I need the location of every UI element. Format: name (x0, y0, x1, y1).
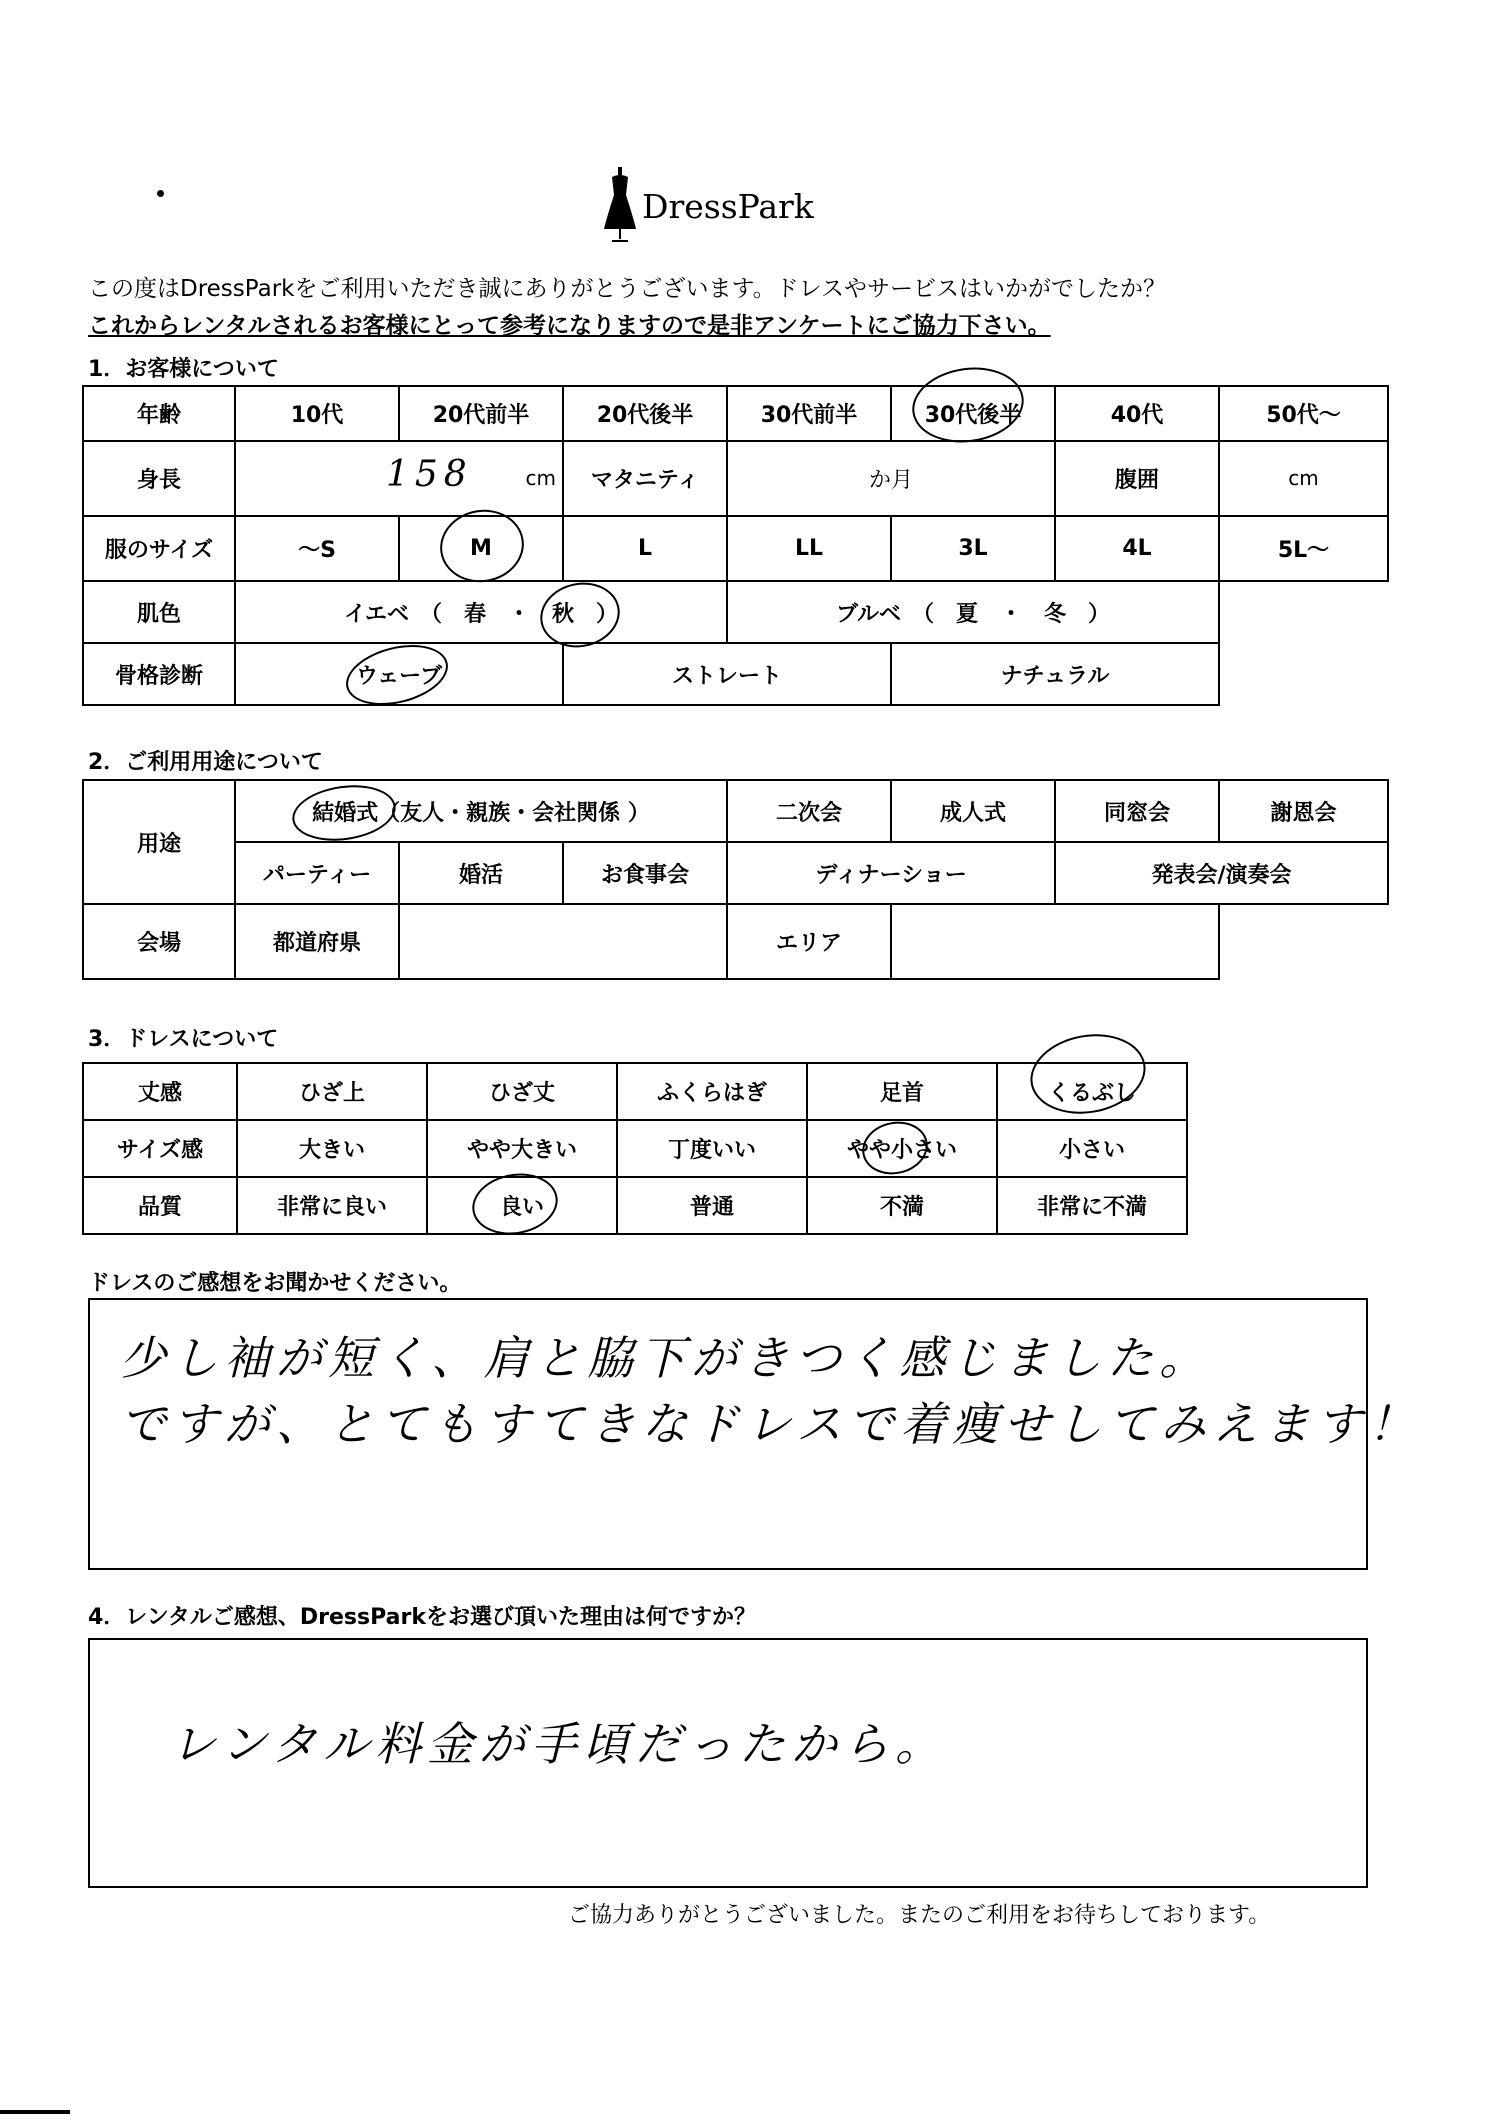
skin-row (83, 581, 1388, 643)
usage-option[interactable]: 成人式 (891, 780, 1055, 842)
age-option[interactable]: 20代後半 (563, 386, 727, 441)
length-option[interactable]: ふくらはぎ (617, 1063, 807, 1120)
size-option[interactable]: 〜S (235, 516, 399, 581)
fit-option[interactable]: 大きい (237, 1120, 427, 1177)
months-unit: か月 (868, 468, 913, 493)
section4-title: 4．レンタルご感想、DressParkをお選び頂いた理由は何ですか？ (88, 1605, 756, 1630)
skeleton-option-selected[interactable]: ウェーブ (235, 643, 563, 705)
empty-cell (1219, 904, 1388, 979)
brand-logo (600, 165, 840, 245)
reason-answer-box[interactable] (88, 1638, 1368, 1888)
purpose-label: 用途 (83, 780, 235, 904)
length-option[interactable]: ひざ上 (237, 1063, 427, 1120)
usage-option[interactable]: パーティー (235, 842, 399, 904)
empty-cell (1219, 581, 1388, 643)
fit-option[interactable]: やや大きい (427, 1120, 617, 1177)
age-option[interactable]: 30代前半 (727, 386, 891, 441)
quality-label: 品質 (83, 1177, 237, 1234)
size-label: 服のサイズ (83, 516, 235, 581)
height-label: 身長 (83, 441, 235, 516)
age-option[interactable]: 50代〜 (1219, 386, 1388, 441)
prefecture-field[interactable] (399, 904, 727, 979)
quality-option-selected[interactable]: 良い (427, 1177, 617, 1234)
closing-message: ご協力ありがとうございました。またのご利用をお待ちしております。 (568, 1903, 1271, 1928)
usage-table (82, 779, 1389, 980)
skin-yellow-option[interactable]: イエベ （ 春 ・ 秋 ） (235, 581, 727, 643)
age-row (83, 386, 1388, 441)
quality-option[interactable]: 非常に不満 (997, 1177, 1187, 1234)
skeleton-label: 骨格診断 (83, 643, 235, 705)
usage-option[interactable]: お食事会 (563, 842, 727, 904)
usage-option[interactable]: ディナーショー (727, 842, 1055, 904)
dress-comment-line-2: ですが、とてもすてきなドレスで着痩せしてみえます！ (120, 1397, 1420, 1451)
empty-cell (1219, 643, 1388, 705)
scan-artifact (0, 2110, 70, 2114)
brand-name: DressPark (642, 187, 814, 226)
length-option-selected[interactable]: くるぶし (997, 1063, 1187, 1120)
usage-option[interactable]: 二次会 (727, 780, 891, 842)
quality-option[interactable]: 非常に良い (237, 1177, 427, 1234)
size-option[interactable]: L (563, 516, 727, 581)
age-option[interactable]: 20代前半 (399, 386, 563, 441)
area-field[interactable] (891, 904, 1219, 979)
usage-row-1 (83, 780, 1388, 842)
length-row (83, 1063, 1187, 1120)
venue-label: 会場 (83, 904, 235, 979)
dress-rating-table (82, 1062, 1188, 1235)
fit-option[interactable]: 丁度いい (617, 1120, 807, 1177)
skeleton-option[interactable]: ナチュラル (891, 643, 1219, 705)
customer-info-table (82, 385, 1389, 706)
age-option[interactable]: 40代 (1055, 386, 1219, 441)
size-row (83, 516, 1388, 581)
section2-title: 2．ご利用用途について (88, 750, 323, 775)
height-value: 158 (386, 454, 473, 495)
height-unit: cm (525, 466, 556, 490)
fit-row (83, 1120, 1187, 1177)
age-option-selected[interactable]: 30代後半 (891, 386, 1055, 441)
fit-option[interactable]: 小さい (997, 1120, 1187, 1177)
section3-title: 3．ドレスについて (88, 1027, 279, 1052)
venue-row (83, 904, 1388, 979)
height-field[interactable] (235, 441, 563, 516)
area-label: エリア (727, 904, 891, 979)
waist-label: 腹囲 (1055, 441, 1219, 516)
dress-comment-line-1: 少し袖が短く、肩と脇下がきつく感じました。 (120, 1331, 1212, 1385)
usage-row-2 (83, 842, 1388, 904)
size-option[interactable]: 5L〜 (1219, 516, 1388, 581)
age-option[interactable]: 10代 (235, 386, 399, 441)
skin-blue-option[interactable]: ブルベ （ 夏 ・ 冬 ） (727, 581, 1219, 643)
skeleton-option[interactable]: ストレート (563, 643, 891, 705)
reason-answer-text: レンタル料金が手頃だったから。 (170, 1717, 948, 1771)
dress-comment-prompt: ドレスのご感想をお聞かせください。 (88, 1271, 462, 1296)
waist-unit: cm (1288, 466, 1319, 490)
length-option[interactable]: ひざ丈 (427, 1063, 617, 1120)
maternity-months-field[interactable] (727, 441, 1055, 516)
quality-option[interactable]: 普通 (617, 1177, 807, 1234)
usage-option[interactable]: 謝恩会 (1219, 780, 1388, 842)
skin-label: 肌色 (83, 581, 235, 643)
intro-text: この度はDressParkをご利用いただき誠にありがとうございます。ドレスやサービスはいかがでしたか？ (88, 276, 1166, 302)
usage-option[interactable]: 発表会/演奏会 (1055, 842, 1388, 904)
size-option[interactable]: LL (727, 516, 891, 581)
usage-option[interactable]: 婚活 (399, 842, 563, 904)
size-option-selected[interactable]: M (399, 516, 563, 581)
dress-comment-box[interactable] (88, 1298, 1420, 1570)
waist-field[interactable] (1219, 441, 1388, 516)
section1-title: 1．お客様について (88, 357, 279, 382)
age-label: 年齢 (83, 386, 235, 441)
intro-request: これからレンタルされるお客様にとって参考になりますので是非アンケートにご協力下さい。 (88, 313, 1051, 339)
height-row (83, 441, 1388, 516)
size-option[interactable]: 3L (891, 516, 1055, 581)
fit-label: サイズ感 (83, 1120, 237, 1177)
prefecture-label: 都道府県 (235, 904, 399, 979)
dress-mannequin-icon (600, 165, 640, 245)
quality-row (83, 1177, 1187, 1234)
scan-speck (157, 190, 164, 197)
quality-option[interactable]: 不満 (807, 1177, 997, 1234)
usage-option-selected[interactable]: 結婚式（友人・親族・会社関係 ） (235, 780, 727, 842)
fit-option-selected[interactable]: やや小さい (807, 1120, 997, 1177)
usage-option[interactable]: 同窓会 (1055, 780, 1219, 842)
length-option[interactable]: 足首 (807, 1063, 997, 1120)
length-label: 丈感 (83, 1063, 237, 1120)
maternity-label: マタニティ (563, 441, 727, 516)
size-option[interactable]: 4L (1055, 516, 1219, 581)
skeleton-row (83, 643, 1388, 705)
